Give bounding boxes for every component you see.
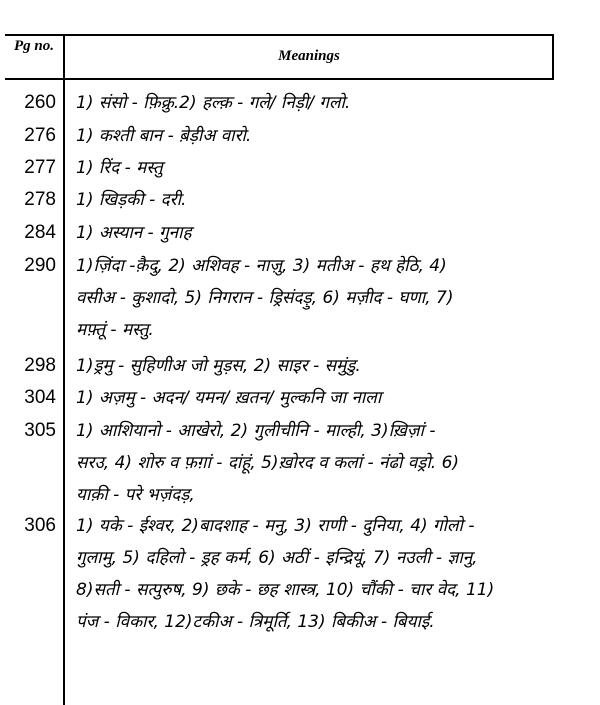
meaning-text [76, 184, 554, 216]
meaning-text [76, 350, 554, 382]
meaning-line: 1) रिंद - मस्तु [76, 158, 163, 178]
meaning-line: 1) यके - ईश्वर, 2)बादशाह - मनु, 3) राणी - दुनिया, 4) गोलो - [76, 516, 475, 536]
meaning-line: 1) अस्यान - गुनाह [76, 223, 192, 243]
meaning-line: 1) अज़मु - अदन/ यमन/ ख़तन/ मुल्कनि जा नाला [76, 388, 382, 408]
meaning-line: 1) खिड़की - दरी. [76, 190, 187, 210]
meaning-line: सरउ, 4) शोरु व फ़ग़ां - दांहूं, 5)ख़ोरद व कलां - नंढो वड्रो. 6) [76, 453, 460, 473]
meaning-text [76, 510, 554, 638]
meaning-text [76, 382, 554, 414]
meaning-text [76, 87, 554, 119]
meaning-line: 1)ड्रमु - सुहिणीअ जो मुड़स, 2) साइर - समुंडु. [76, 356, 361, 376]
meaning-line: 8)सती - सत्पुरुष, 9) छके - छह शास्त्र, 10) चौंकी - चार वेद, 11) [76, 580, 495, 600]
meaning-line: याक़ी - परे भज़ंदड़, [76, 485, 195, 505]
page-number: 277 [24, 157, 56, 178]
meaning-line: मफ़्तूं - मस्तु. [76, 320, 154, 340]
header-bottom-rule [5, 78, 553, 80]
meaning-text [76, 250, 554, 346]
meaning-text [76, 152, 554, 184]
page-number: 278 [24, 189, 56, 210]
meaning-line: 1) आशियानो - आखेरो, 2) गुलीचीनि - माल्ही, 3)ख़िज़ां - [76, 421, 436, 441]
meaning-text [76, 217, 554, 249]
meaning-text [76, 120, 554, 152]
header-right-border [552, 34, 554, 80]
header-meanings: Meanings [278, 48, 340, 64]
table-top-rule [5, 34, 553, 36]
column-divider [63, 34, 65, 705]
page-number: 284 [24, 222, 56, 243]
page-number: 298 [24, 355, 56, 376]
page-number: 260 [24, 92, 56, 113]
meaning-text [76, 415, 554, 511]
meaning-line: गुलामु, 5) दहिलो - ड्रह कर्म, 6) अठीं - इन्द्रियूं, 7) नउली - ज्ञानु, [76, 548, 478, 568]
page-number: 305 [24, 420, 56, 441]
header-page-number: Pg no. [13, 38, 54, 54]
meaning-line: 1)ज़िंदा -क़ैदु, 2) अशिवह - नाज़ु, 3) मतीअ - हथ हेठि, 4) [76, 256, 447, 276]
meaning-line: वसीअ - कुशादो, 5) निगरान - ड्रिसंदड़ु, 6) मज़ीद - घणा, 7) [76, 288, 454, 308]
page-number: 306 [24, 515, 56, 536]
page-number: 304 [24, 387, 56, 408]
meaning-line: 1) संसो - फ़िक्रु.2) हल्क़ - गले/ निड़ी/ गलो. [76, 93, 351, 113]
page-number: 290 [24, 255, 56, 276]
page-number: 276 [24, 125, 56, 146]
meaning-line: 1) कश्ती बान - ब़ेड़ीअ वारो. [76, 126, 252, 146]
meaning-line: पंज - विकार, 12)टकीअ - त्रिमूर्ति, 13) बिकीअ - बियाई. [76, 612, 435, 632]
